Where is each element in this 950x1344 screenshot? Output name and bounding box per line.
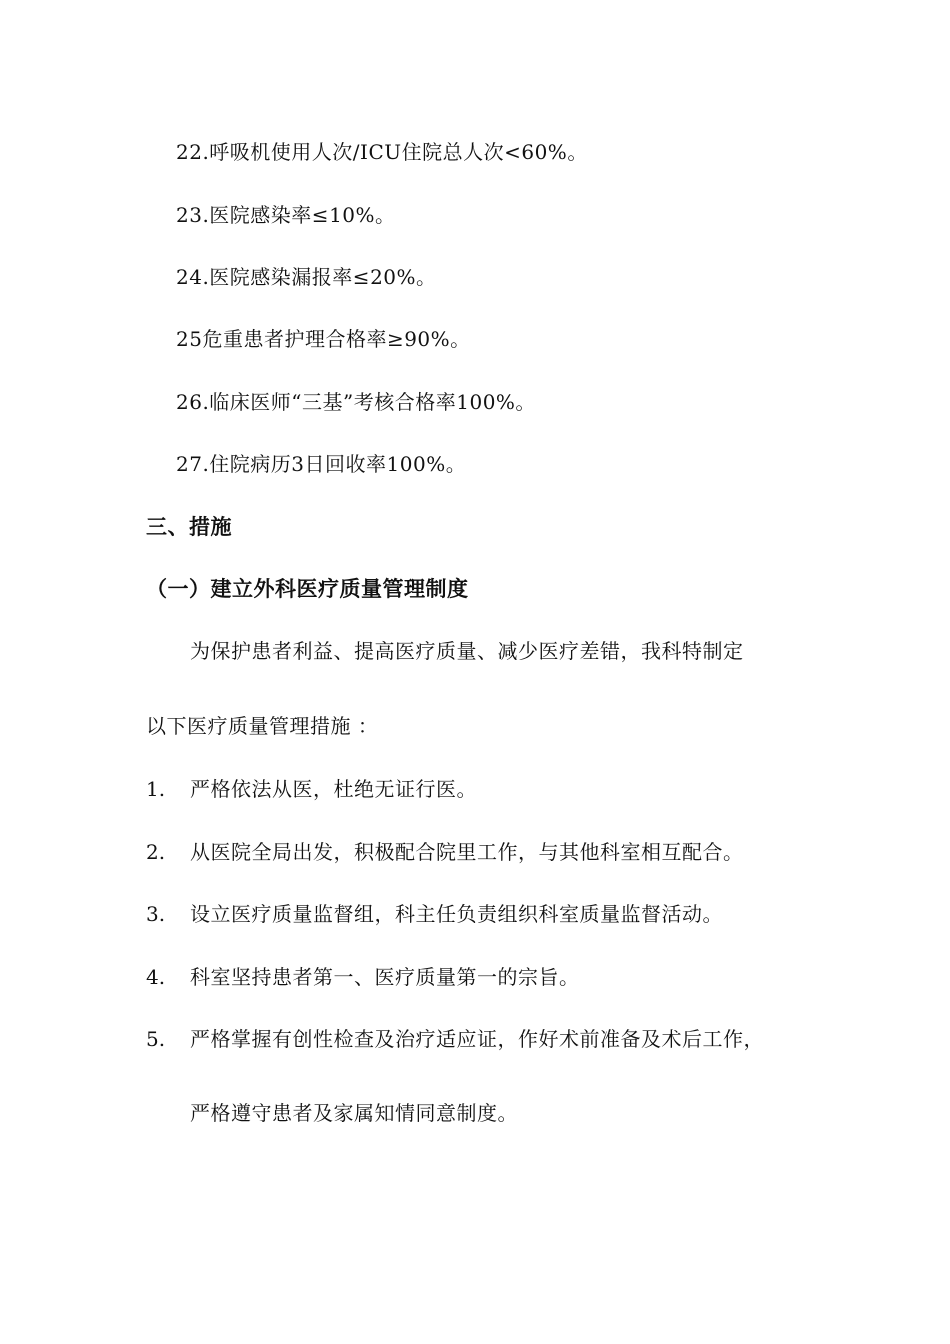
list-item-number: 1. xyxy=(146,777,166,801)
intro-paragraph-line2: 以下医疗质量管理措施 ： xyxy=(146,714,379,738)
list-item: 严格掌握有创性检查及治疗适应证，作好术前准备及术后工作， xyxy=(190,1027,764,1051)
list-item: 设立医疗质量监督组，科主任负责组织科室质量监督活动。 xyxy=(190,902,723,926)
list-item-number: 2. xyxy=(146,840,166,864)
indicator-26: 26.临床医师“三基”考核合格率100%。 xyxy=(176,390,536,414)
list-item-number: 5. xyxy=(146,1027,166,1051)
indicator-24: 24.医院感染漏报率≤20%。 xyxy=(176,265,437,289)
intro-paragraph-line1: 为保护患者利益、提高医疗质量、减少医疗差错，我科特制定 xyxy=(190,639,744,663)
indicator-27: 27.住院病历3日回收率100%。 xyxy=(176,452,467,476)
section-heading: 三、措施 xyxy=(146,515,232,539)
subsection-heading: （一）建立外科医疗质量管理制度 xyxy=(146,577,469,601)
list-item: 科室坚持患者第一、医疗质量第一的宗旨。 xyxy=(190,965,580,989)
list-item: 从医院全局出发，积极配合院里工作，与其他科室相互配合。 xyxy=(190,840,744,864)
list-item-continuation: 严格遵守患者及家属知情同意制度。 xyxy=(190,1101,518,1125)
indicator-25: 25危重患者护理合格率≥90%。 xyxy=(176,327,471,351)
list-item-number: 4. xyxy=(146,965,166,989)
indicator-22: 22.呼吸机使用人次/ICU住院总人次<60%。 xyxy=(176,140,588,164)
list-item: 严格依法从医，杜绝无证行医。 xyxy=(190,777,477,801)
list-item-number: 3. xyxy=(146,902,166,926)
indicator-23: 23.医院感染率≤10%。 xyxy=(176,203,396,227)
